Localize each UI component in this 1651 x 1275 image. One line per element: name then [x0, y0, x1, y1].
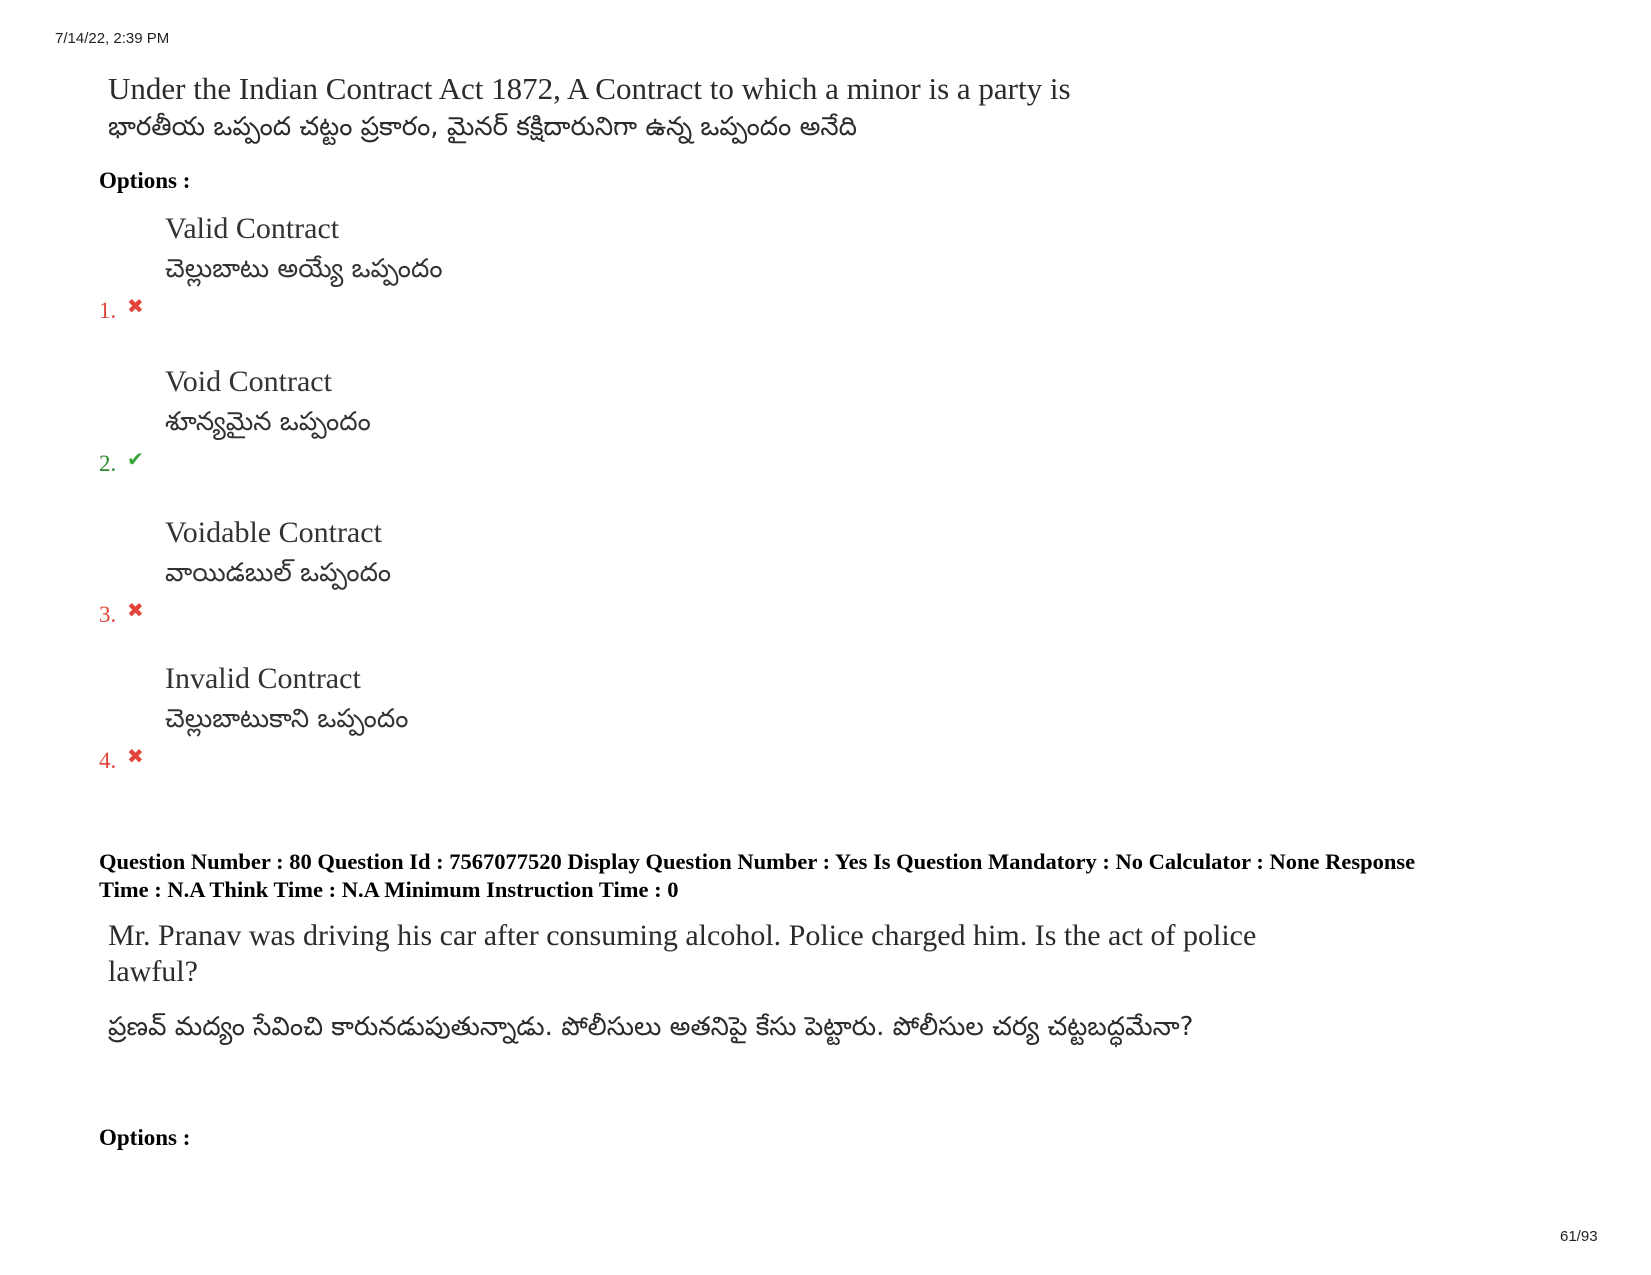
option-text-english: Void Contract	[165, 365, 332, 398]
question-text-telugu: ప్రణవ్ మద్యం సేవించి కారునడుపుతున్నాడు. పోలీసులు అతనిపై కేసు పెట్టారు. పోలీసుల చర్య చట్టబద్ధమేనా?	[108, 1012, 1194, 1042]
question-metadata-line: Question Number : 80 Question Id : 7567077520 Display Question Number : Yes Is Question Mandatory : No Calculator : None Response	[99, 849, 1416, 874]
option-2	[99, 365, 799, 495]
option-text-telugu: చెల్లుబాటు అయ్యే ఒప్పందం	[165, 254, 443, 284]
option-text-english: Valid Contract	[165, 212, 340, 245]
option-1	[99, 212, 799, 342]
option-number: 2.	[99, 451, 117, 476]
cross-icon: ✖	[127, 598, 144, 622]
question-metadata	[99, 848, 1589, 904]
question-text-english: Mr. Pranav was driving his car after consuming alcohol. Police charged him. Is the act of police lawful?	[108, 919, 1257, 988]
question-metadata-line: Time : N.A Think Time : N.A Minimum Instruction Time : 0	[99, 877, 679, 902]
option-4	[99, 662, 799, 792]
options-label: Options :	[99, 1125, 191, 1150]
check-icon: ✔	[127, 447, 144, 471]
option-text-english: Voidable Contract	[165, 516, 382, 549]
question-text-english: Under the Indian Contract Act 1872, A Contract to which a minor is a party is	[108, 71, 1071, 106]
cross-icon: ✖	[127, 744, 144, 768]
option-text-english: Invalid Contract	[165, 662, 361, 695]
cross-icon: ✖	[127, 294, 144, 318]
option-3	[99, 516, 799, 646]
option-text-telugu: శూన్యమైన ఒప్పందం	[165, 407, 371, 437]
option-number: 1.	[99, 298, 117, 323]
question-text-telugu: భారతీయ ఒప్పంద చట్టం ప్రకారం, మైనర్ కక్షిదారునిగా ఉన్న ఒప్పందం అనేది	[108, 112, 858, 142]
print-timestamp: 7/14/22, 2:39 PM	[55, 30, 170, 47]
option-text-telugu: వాయిడబుల్ ఒప్పందం	[165, 558, 392, 588]
option-number: 4.	[99, 748, 117, 773]
options-label: Options :	[99, 168, 191, 193]
option-text-telugu: చెల్లుబాటుకాని ఒప్పందం	[165, 704, 409, 734]
page-number: 61/93	[1560, 1228, 1598, 1245]
option-number: 3.	[99, 602, 117, 627]
